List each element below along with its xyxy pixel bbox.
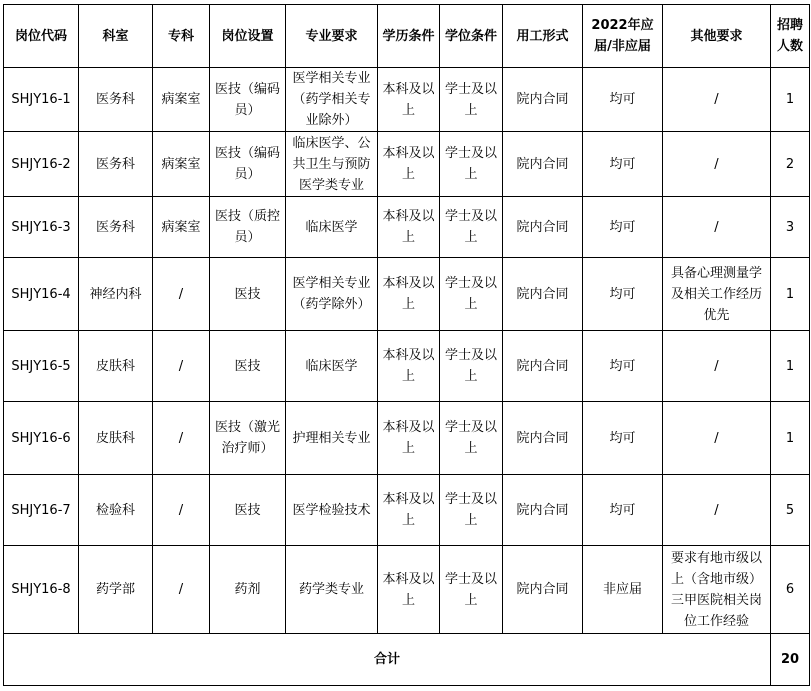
table-row xyxy=(4,258,810,331)
header-cell: 学位条件 xyxy=(440,5,503,68)
graduate-status: 均可 xyxy=(583,258,663,331)
education: 本科及以上 xyxy=(378,132,440,197)
employment-type: 院内合同 xyxy=(503,475,583,546)
header-cell: 专科 xyxy=(153,5,210,68)
specialty: / xyxy=(153,402,210,475)
graduate-status: 均可 xyxy=(583,132,663,197)
other-requirements: / xyxy=(663,197,771,258)
graduate-status: 非应届 xyxy=(583,546,663,634)
total-label: 合计 xyxy=(4,634,771,686)
education: 本科及以上 xyxy=(378,197,440,258)
degree: 学士及以上 xyxy=(440,68,503,132)
other-requirements: / xyxy=(663,331,771,402)
specialty: / xyxy=(153,475,210,546)
header-cell: 科室 xyxy=(79,5,153,68)
table-row xyxy=(4,68,810,132)
other-requirements: 具备心理测量学及相关工作经历优先 xyxy=(663,258,771,331)
department: 医务科 xyxy=(79,132,153,197)
graduate-status: 均可 xyxy=(583,475,663,546)
education: 本科及以上 xyxy=(378,475,440,546)
headcount: 2 xyxy=(771,132,810,197)
table-row xyxy=(4,546,810,634)
specialty: 病案室 xyxy=(153,68,210,132)
degree: 学士及以上 xyxy=(440,475,503,546)
position-code: SHJY16-2 xyxy=(4,132,79,197)
degree: 学士及以上 xyxy=(440,258,503,331)
major-requirement: 护理相关专业 xyxy=(286,402,378,475)
graduate-status: 均可 xyxy=(583,402,663,475)
headcount: 1 xyxy=(771,402,810,475)
position-code: SHJY16-5 xyxy=(4,331,79,402)
other-requirements: / xyxy=(663,402,771,475)
education: 本科及以上 xyxy=(378,402,440,475)
position-setting: 医技（编码员） xyxy=(210,68,286,132)
major-requirement: 临床医学、公共卫生与预防医学类专业 xyxy=(286,132,378,197)
department: 医务科 xyxy=(79,197,153,258)
major-requirement: 临床医学 xyxy=(286,331,378,402)
position-setting: 医技（激光治疗师） xyxy=(210,402,286,475)
graduate-status: 均可 xyxy=(583,68,663,132)
graduate-status: 均可 xyxy=(583,197,663,258)
header-cell: 岗位设置 xyxy=(210,5,286,68)
headcount: 5 xyxy=(771,475,810,546)
specialty: / xyxy=(153,258,210,331)
major-requirement: 医学相关专业（药学相关专业除外） xyxy=(286,68,378,132)
position-code: SHJY16-4 xyxy=(4,258,79,331)
position-code: SHJY16-8 xyxy=(4,546,79,634)
position-setting: 医技 xyxy=(210,331,286,402)
education: 本科及以上 xyxy=(378,68,440,132)
other-requirements: / xyxy=(663,132,771,197)
table-row xyxy=(4,132,810,197)
education: 本科及以上 xyxy=(378,331,440,402)
employment-type: 院内合同 xyxy=(503,546,583,634)
specialty: / xyxy=(153,331,210,402)
table-row xyxy=(4,331,810,402)
header-cell: 用工形式 xyxy=(503,5,583,68)
table-row xyxy=(4,402,810,475)
major-requirement: 药学类专业 xyxy=(286,546,378,634)
position-code: SHJY16-6 xyxy=(4,402,79,475)
recruitment-table xyxy=(3,4,810,686)
employment-type: 院内合同 xyxy=(503,197,583,258)
major-requirement: 医学检验技术 xyxy=(286,475,378,546)
position-setting: 医技（质控员） xyxy=(210,197,286,258)
department: 检验科 xyxy=(79,475,153,546)
employment-type: 院内合同 xyxy=(503,68,583,132)
position-code: SHJY16-3 xyxy=(4,197,79,258)
position-code: SHJY16-1 xyxy=(4,68,79,132)
table-row xyxy=(4,475,810,546)
header-cell: 2022年应届/非应届 xyxy=(583,5,663,68)
other-requirements: 要求有地市级以上（含地市级）三甲医院相关岗位工作经验 xyxy=(663,546,771,634)
education: 本科及以上 xyxy=(378,258,440,331)
major-requirement: 医学相关专业（药学除外） xyxy=(286,258,378,331)
other-requirements: / xyxy=(663,475,771,546)
specialty: / xyxy=(153,546,210,634)
position-setting: 医技 xyxy=(210,258,286,331)
degree: 学士及以上 xyxy=(440,331,503,402)
total-row xyxy=(4,634,810,686)
position-setting: 药剂 xyxy=(210,546,286,634)
department: 医务科 xyxy=(79,68,153,132)
employment-type: 院内合同 xyxy=(503,132,583,197)
degree: 学士及以上 xyxy=(440,402,503,475)
position-code: SHJY16-7 xyxy=(4,475,79,546)
header-cell: 岗位代码 xyxy=(4,5,79,68)
department: 皮肤科 xyxy=(79,331,153,402)
headcount: 1 xyxy=(771,258,810,331)
employment-type: 院内合同 xyxy=(503,258,583,331)
headcount: 1 xyxy=(771,331,810,402)
table-row xyxy=(4,197,810,258)
degree: 学士及以上 xyxy=(440,197,503,258)
degree: 学士及以上 xyxy=(440,132,503,197)
header-cell: 招聘人数 xyxy=(771,5,810,68)
major-requirement: 临床医学 xyxy=(286,197,378,258)
other-requirements: / xyxy=(663,68,771,132)
graduate-status: 均可 xyxy=(583,331,663,402)
header-cell: 其他要求 xyxy=(663,5,771,68)
degree: 学士及以上 xyxy=(440,546,503,634)
specialty: 病案室 xyxy=(153,132,210,197)
department: 皮肤科 xyxy=(79,402,153,475)
position-setting: 医技（编码员） xyxy=(210,132,286,197)
total-value: 20 xyxy=(771,634,810,686)
header-cell: 学历条件 xyxy=(378,5,440,68)
department: 药学部 xyxy=(79,546,153,634)
employment-type: 院内合同 xyxy=(503,402,583,475)
headcount: 3 xyxy=(771,197,810,258)
headcount: 1 xyxy=(771,68,810,132)
header-row xyxy=(4,5,810,68)
employment-type: 院内合同 xyxy=(503,331,583,402)
department: 神经内科 xyxy=(79,258,153,331)
education: 本科及以上 xyxy=(378,546,440,634)
specialty: 病案室 xyxy=(153,197,210,258)
header-cell: 专业要求 xyxy=(286,5,378,68)
position-setting: 医技 xyxy=(210,475,286,546)
headcount: 6 xyxy=(771,546,810,634)
